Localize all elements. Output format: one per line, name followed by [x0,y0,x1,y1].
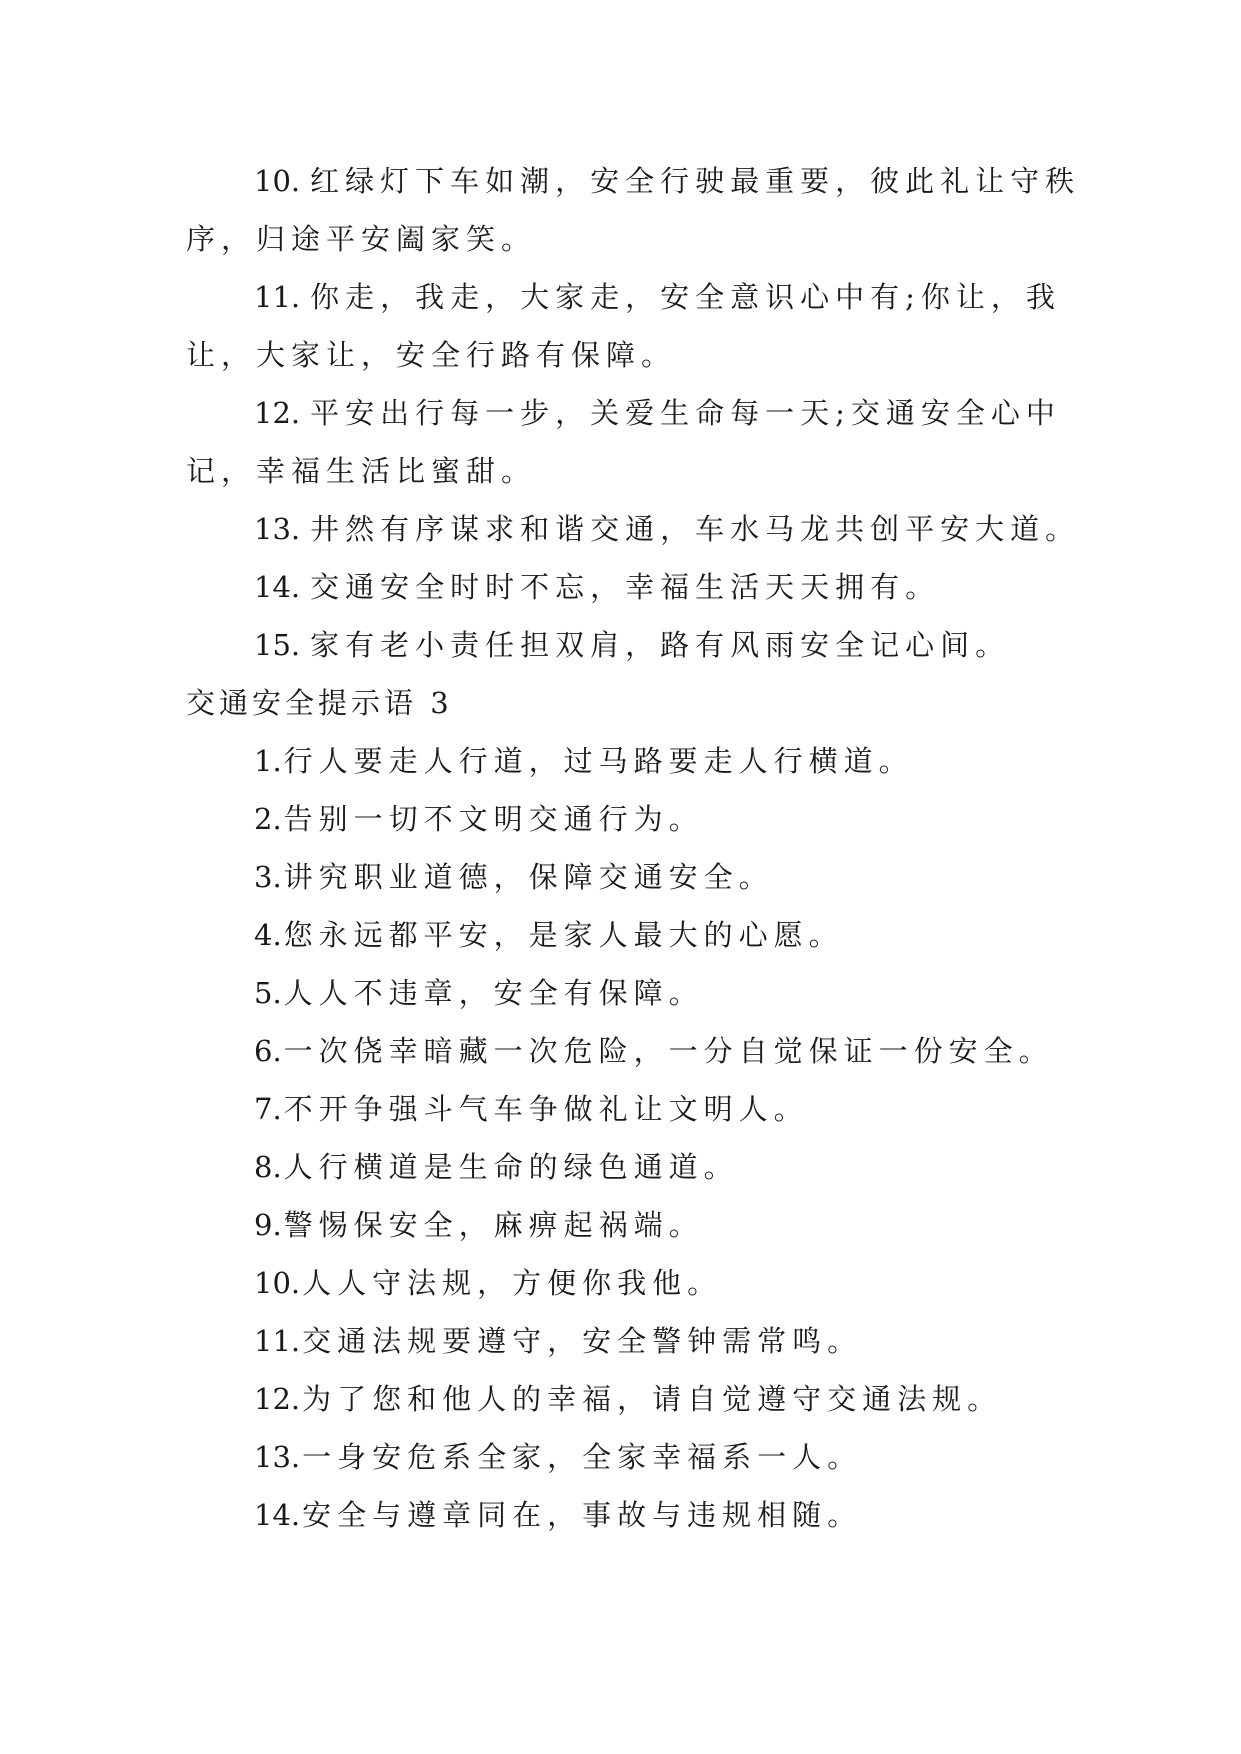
item-number: 10. [254,1266,301,1300]
list-item [186,1022,1066,1080]
item-text: 警惕保安全，麻痹起祸端。 [283,1208,704,1242]
item-text: 安全与遵章同在，事故与违规相随。 [302,1498,863,1532]
list-item [186,732,1066,790]
list-item-continuation [186,210,1066,268]
list-item [186,964,1066,1022]
list-item [186,616,1066,674]
list-item-continuation [186,326,1066,384]
list-item [186,1080,1066,1138]
list-item [186,1196,1066,1254]
item-text: 交通法规要遵守，安全警钟需常鸣。 [302,1324,863,1358]
list-item [186,384,1066,442]
item-number: 15. [254,628,301,662]
item-number: 9. [254,1208,282,1242]
item-text: 家有老小责任担双肩，路有风雨安全记心间。 [310,628,1011,662]
item-text: 人人守法规，方便你我他。 [302,1266,723,1300]
item-number: 3. [254,860,282,894]
list-item [186,1138,1066,1196]
item-number: 1. [254,744,282,778]
item-number: 11. [254,280,301,314]
item-text: 您永远都平安，是家人最大的心愿。 [283,918,844,952]
item-text: 平安出行每一步，关爱生命每一天;交通安全心中 [310,396,1061,430]
list-item [186,500,1081,558]
list-item [186,1370,1066,1428]
item-text: 告别一切不文明交通行为。 [283,802,704,836]
item-text: 人人不违章，安全有保障。 [283,976,704,1010]
item-number: 14. [254,1498,301,1532]
item-number: 6. [254,1034,282,1068]
item-text: 人行横道是生命的绿色通道。 [283,1150,739,1184]
item-text: 序，归途平安阖家笑。 [186,222,537,256]
item-text: 为了您和他人的幸福，请自觉遵守交通法规。 [302,1382,1003,1416]
item-text: 井然有序谋求和谐交通，车水马龙共创平安大道。 [310,512,1081,546]
section-heading: 交通安全提示语 3 [186,686,453,720]
item-number: 13. [254,1440,301,1474]
item-text: 记，幸福生活比蜜甜。 [186,454,537,488]
slogan-list-lower [186,732,1066,1544]
item-number: 8. [254,1150,282,1184]
item-text: 不开争强斗气车争做礼让文明人。 [283,1092,809,1126]
item-number: 12. [254,396,301,430]
item-number: 10. [254,164,301,198]
list-item [186,152,1081,210]
list-item [186,790,1066,848]
list-item-continuation [186,442,1066,500]
item-number: 7. [254,1092,282,1126]
item-text: 一身安危系全家，全家幸福系一人。 [302,1440,863,1474]
item-text: 交通安全时时不忘，幸福生活天天拥有。 [310,570,941,604]
item-number: 14. [254,570,301,604]
item-text: 一次侥幸暗藏一次危险，一分自觉保证一份安全。 [283,1034,1054,1068]
item-text: 让，大家让，安全行路有保障。 [186,338,677,372]
item-number: 11. [254,1324,301,1358]
item-number: 2. [254,802,282,836]
list-item [186,848,1066,906]
slogan-list-upper [186,152,1081,674]
item-text: 你走，我走，大家走，安全意识心中有;你让，我 [310,280,1061,314]
item-text: 红绿灯下车如潮，安全行驶最重要，彼此礼让守秩 [310,164,1081,198]
list-item [186,1486,1066,1544]
item-number: 5. [254,976,282,1010]
list-item [186,1254,1066,1312]
item-text: 讲究职业道德，保障交通安全。 [283,860,774,894]
list-item [186,558,1066,616]
list-item [186,1312,1066,1370]
item-number: 12. [254,1382,301,1416]
item-number: 4. [254,918,282,952]
list-item [186,268,1066,326]
item-number: 13. [254,512,301,546]
item-text: 行人要走人行道，过马路要走人行横道。 [283,744,914,778]
list-item [186,1428,1066,1486]
list-item [186,906,1066,964]
document-body [186,152,1081,1544]
